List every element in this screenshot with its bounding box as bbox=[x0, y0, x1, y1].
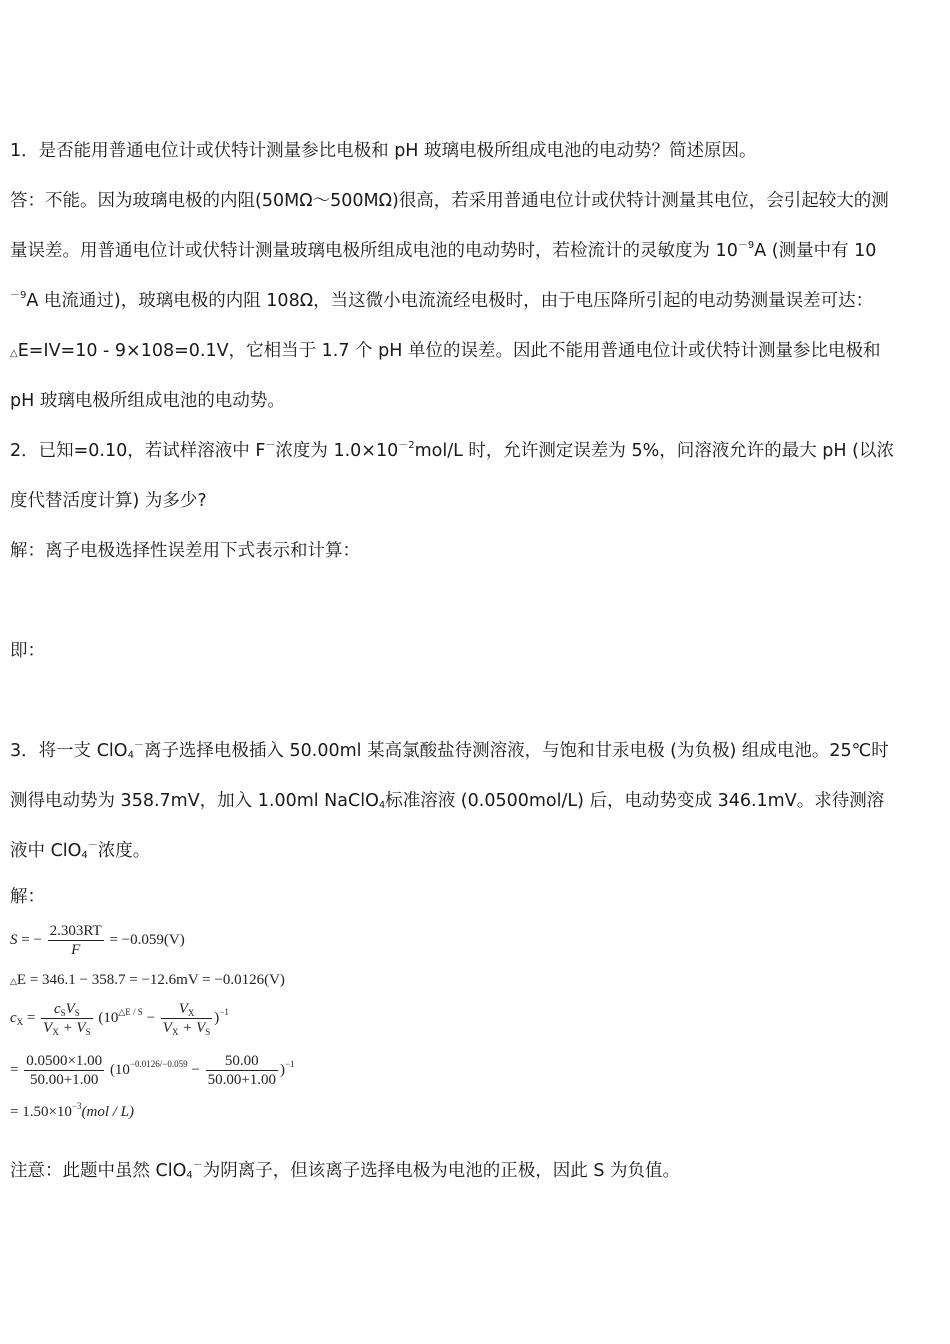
q2-ie-label: 即： bbox=[10, 641, 45, 661]
q3-question-line-2: 测得电动势为 358.7mV，加入 1.00ml NaClO$_4$标准溶液 (0.0500mol/L) 后，电动势变成 346.1mV。求待测溶 bbox=[10, 791, 885, 811]
q2-solution-label: 解：离子电极选择性误差用下式表示和计算： bbox=[10, 541, 360, 561]
q3-solution-label: 解： bbox=[10, 887, 45, 907]
equation-cx-result: = $1.50\times 10^{-3}(mol / L)$ bbox=[10, 1101, 134, 1120]
q1-question: 1．是否能用普通电位计或伏特计测量参比电极和 pH 玻璃电极所组成电池的电动势？简述原因。 bbox=[10, 141, 757, 161]
q1-answer-line-5: pH 玻璃电极所组成电池的电动势。 bbox=[10, 391, 285, 411]
equation-delta-e: △E = 346.1 − 358.7 = −12.6mV = −0.0126(V) bbox=[10, 972, 285, 988]
q1-answer-line-2: 量误差。用普通电位计或伏特计测量玻璃电极所组成电池的电动势时，若检流计的灵敏度为 $10^{-9}A$ (测量中有 10 bbox=[10, 240, 877, 261]
q2-question-line-1: 2．已知=0.10，若试样溶液中 F－浓度为 $1.0\times 10^{-2}mol/L$ 时，允许测定误差为 5%，问溶液允许的最大 pH (以浓 bbox=[10, 440, 894, 461]
equation-slope: S = − $\frac{2.303RT}{F}$ = −0.059(V) bbox=[10, 923, 185, 958]
equation-cx-substituted: = $\frac{0.0500\times 1.00}{50.00+1.00}$ ($10^{-0.0126/-0.059}$ − $\frac{50.00}{50.00+1.00}$ )$^{-1}$ bbox=[10, 1053, 295, 1088]
equation-cx-formula: $c_X$ = $\frac{c_SV_S}{V_X + V_S}$ ($10^{\triangle E / S}$ − $\frac{V_X}{V_X + V_S}$ )$^{-1}$ bbox=[10, 1001, 229, 1037]
q1-answer-line-3: $^{-9}$A 电流通过)，玻璃电极的内阻 108Ω，当这微小电流流经电极时，由于电压降所引起的电动势测量误差可达： bbox=[10, 290, 874, 311]
q1-answer-line-4: △E=IV=10 - 9×108=0.1V，它相当于 1.7 个 pH 单位的误差。因此不能用普通电位计或伏特计测量参比电极和 bbox=[10, 341, 881, 361]
q1-answer-line-1: 答：不能。因为玻璃电极的内阻(50MΩ～500MΩ)很高，若采用普通电位计或伏特计测量其电位，会引起较大的测 bbox=[10, 191, 889, 211]
q3-note: 注意：此题中虽然 ClO$_4$－为阴离子，但该离子选择电极为电池的正极，因此 S 为负值。 bbox=[10, 1160, 681, 1181]
q3-question-line-3: 液中 ClO$_4$－浓度。 bbox=[10, 840, 151, 861]
q2-question-line-2: 度代替活度计算) 为多少? bbox=[10, 491, 207, 511]
q3-question-line-1: 3．将一支 ClO$_4$－离子选择电极插入 50.00ml 某高氯酸盐待测溶液，与饱和甘汞电极 (为负极) 组成电池。25℃时 bbox=[10, 740, 889, 761]
